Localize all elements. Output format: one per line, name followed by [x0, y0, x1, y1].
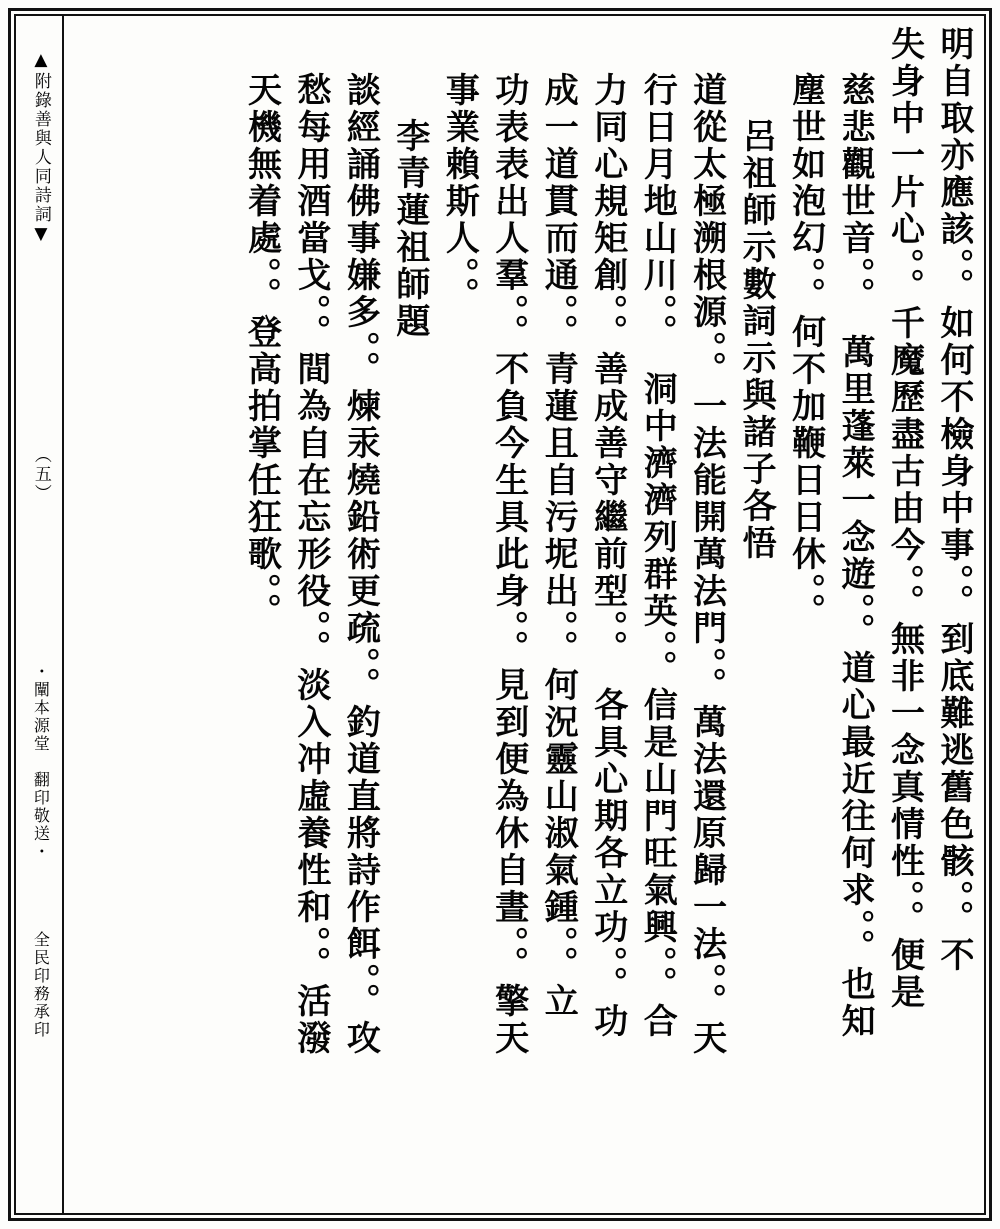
- text-column: 天機無着處。。登高拍掌任狂歌。。: [241, 72, 282, 630]
- printer-text: 全民印務承印: [31, 931, 51, 1039]
- text-column: 愁每用酒當戈。。間為自在忘形役。。淡入冲虛養性和。。活潑: [290, 72, 331, 1057]
- imprint-text: ・闡本源堂 翻印敬送・: [31, 663, 51, 861]
- margin-header-text: ▲附錄善與人同詩詞▼: [30, 50, 51, 246]
- text-column: 塵世如泡幻。。何不加鞭日日休。。: [785, 72, 826, 630]
- main-text-block: [70, 26, 974, 1203]
- text-column: 功表表出人羣。。不負今生具此身。。見到便為休自晝。。擎天: [488, 72, 529, 1057]
- text-column-heading: 李青蓮祖師題: [389, 118, 430, 340]
- text-column: 失身中一片心。。千魔歷盡古由今。。無非一念真情性。。便是: [884, 26, 925, 1011]
- text-column: 事業賴斯人。。: [439, 72, 480, 314]
- text-column-heading: 呂祖師示數詞示與諸子各悟: [736, 118, 777, 562]
- page-number: （五）: [30, 446, 51, 503]
- text-column: 談經誦佛事嫌多。。煉汞燒鉛術更疏。。釣道直將詩作餌。。攻: [340, 72, 381, 1057]
- margin-column-rule: [62, 14, 64, 1215]
- text-column: 道從太極溯根源。。一法能開萬法門。。萬法還原歸一法。。天: [686, 72, 727, 1057]
- text-column: 明自取亦應該。。如何不檢身中事。。到底難逃舊色骸。。不: [934, 26, 974, 974]
- text-column: 慈悲觀世音。。 萬里蓬萊一念遊。。道心最近往何求。。也知: [835, 72, 876, 1040]
- text-column: 行日月地山川。。 洞中濟濟列群英。。信是山門旺氣興。。合: [637, 72, 678, 1040]
- margin-column: [18, 24, 62, 1204]
- text-column: 成一道貫而通。。青蓮且自污坭出。。何況靈山淑氣鍾。。立: [538, 72, 579, 1020]
- text-column: 力同心規矩創。。善成善守繼前型。。 各具心期各立功。。功: [587, 72, 628, 1040]
